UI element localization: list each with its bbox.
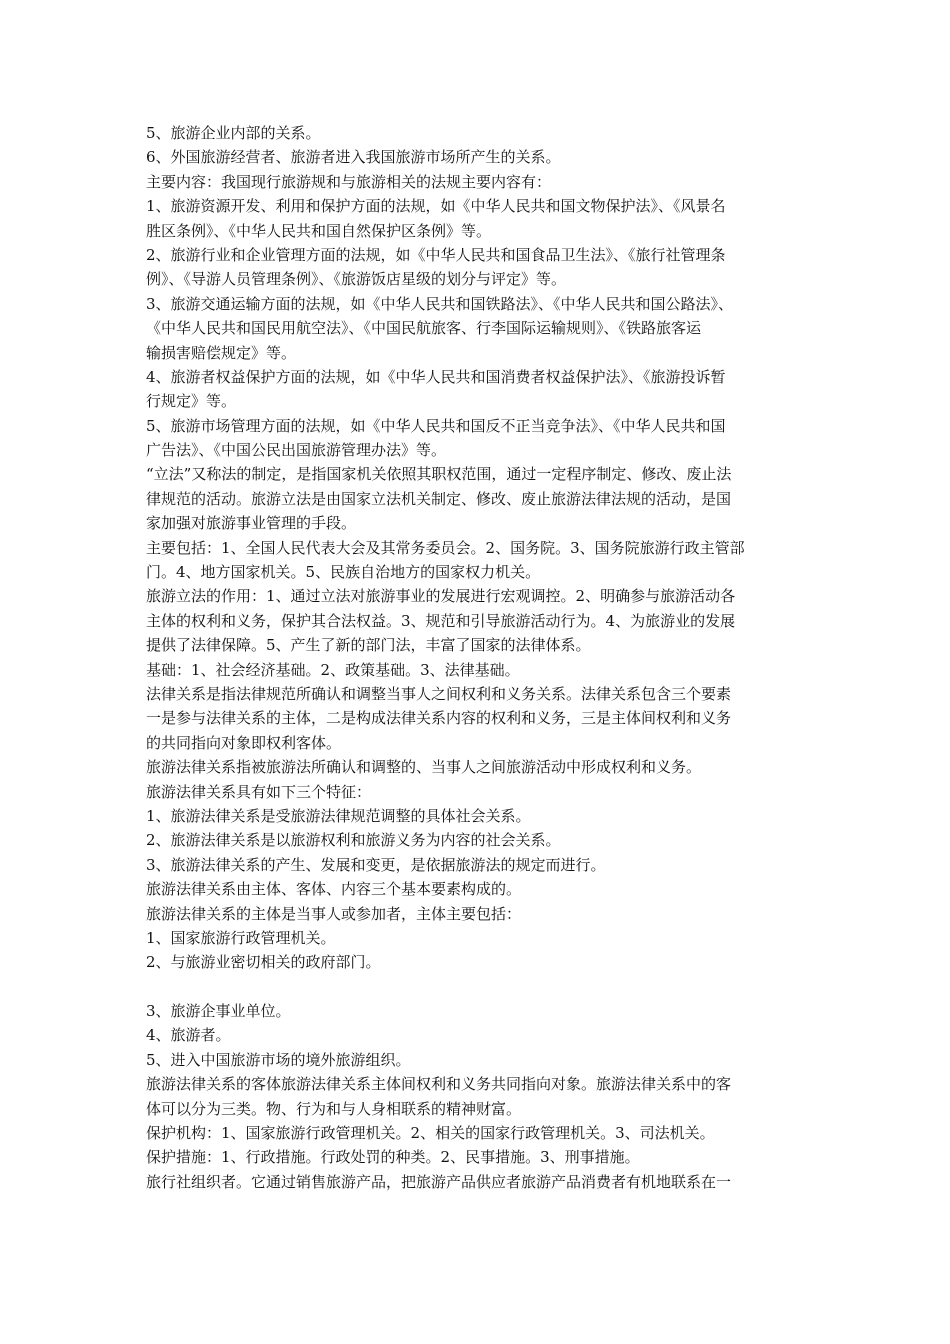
- text-line: 2、旅游行业和企业管理方面的法规，如《中华人民共和国食品卫生法》、《旅行社管理条: [146, 245, 726, 264]
- text-line: 主要包括：1、全国人民代表大会及其常务委员会。2、国务院。3、国务院旅游行政主管部: [146, 538, 745, 557]
- text-line: 家加强对旅游事业管理的手段。: [146, 514, 357, 533]
- text-line: 5、旅游市场管理方面的法规，如《中华人民共和国反不正当竞争法》、《中华人民共和国: [146, 416, 726, 435]
- blank-line: [146, 975, 814, 999]
- text-line: 行规定》等。: [146, 392, 237, 411]
- text-line: 1、国家旅游行政管理机关。: [146, 928, 336, 947]
- text-line: 旅游法律关系的主体是当事人或参加者，主体主要包括：: [146, 904, 522, 923]
- text-line: 旅游法律关系由主体、客体、内容三个基本要素构成的。: [146, 880, 522, 899]
- text-line: 旅游立法的作用：1、通过立法对旅游事业的发展进行宏观调控。2、明确参与旅游活动各: [146, 587, 736, 606]
- text-line: 6、外国旅游经营者、旅游者进入我国旅游市场所产生的关系。: [146, 148, 561, 167]
- text-line: 律规范的活动。旅游立法是由国家立法机关制定、修改、废止旅游法律法规的活动，是国: [146, 489, 732, 508]
- text-line: 提供了法律保障。5、产生了新的部门法，丰富了国家的法律体系。: [146, 636, 591, 655]
- text-line: 保护措施：1、行政措施。行政处罚的种类。2、民事措施。3、刑事措施。: [146, 1148, 640, 1167]
- text-line: 体可以分为三类。物、行为和与人身相联系的精神财富。: [146, 1099, 522, 1118]
- document-page: [146, 121, 814, 1194]
- text-line: 1、旅游资源开发、利用和保护方面的法规，如《中华人民共和国文物保护法》、《风景名: [146, 197, 726, 216]
- text-line: 输损害赔偿规定》等。: [146, 343, 297, 362]
- text-line: 主体的权利和义务，保护其合法权益。3、规范和引导旅游活动行为。4、为旅游业的发展: [146, 611, 736, 630]
- text-line: 2、与旅游业密切相关的政府部门。: [146, 953, 381, 972]
- text-line: 的共同指向对象即权利客体。: [146, 733, 342, 752]
- text-line: 《中华人民共和国民用航空法》、《中国民航旅客、行李国际运输规则》、《铁路旅客运: [146, 319, 702, 338]
- text-line: 基础：1、社会经济基础。2、政策基础。3、法律基础。: [146, 660, 520, 679]
- text-line: 旅游法律关系指被旅游法所确认和调整的、当事人之间旅游活动中形成权利和义务。: [146, 758, 702, 777]
- text-line: 旅行社组织者。它通过销售旅游产品，把旅游产品供应者旅游产品消费者有机地联系在一: [146, 1172, 732, 1191]
- text-line: 胜区条例》、《中华人民共和国自然保护区条例》等。: [146, 221, 492, 240]
- text-line: 3、旅游法律关系的产生、发展和变更，是依据旅游法的规定而进行。: [146, 855, 606, 874]
- text-line: 主要内容：我国现行旅游规和与旅游相关的法规主要内容有：: [146, 172, 552, 191]
- text-line: 5、进入中国旅游市场的境外旅游组织。: [146, 1050, 411, 1069]
- text-line: 广告法》、《中国公民出国旅游管理办法》等。: [146, 441, 447, 460]
- text-line: 4、旅游者。: [146, 1026, 231, 1045]
- text-line: 例》、《导游人员管理条例》、《旅游饭店星级的划分与评定》等。: [146, 270, 567, 289]
- text-line: 3、旅游企事业单位。: [146, 1002, 291, 1021]
- text-line: “立法”又称法的制定，是指国家机关依照其职权范围，通过一定程序制定、修改、废止法: [146, 465, 732, 484]
- text-line: 3、旅游交通运输方面的法规，如《中华人民共和国铁路法》、《中华人民共和国公路法》、: [146, 294, 734, 313]
- text-line: 保护机构：1、国家旅游行政管理机关。2、相关的国家行政管理机关。3、司法机关。: [146, 1124, 715, 1143]
- text-line: 旅游法律关系的客体旅游法律关系主体间权利和义务共同指向对象。旅游法律关系中的客: [146, 1075, 732, 1094]
- text-line: 2、旅游法律关系是以旅游权利和旅游义务为内容的社会关系。: [146, 831, 561, 850]
- text-line: 4、旅游者权益保护方面的法规，如《中华人民共和国消费者权益保护法》、《旅游投诉暂: [146, 367, 726, 386]
- text-line: 一是参与法律关系的主体，二是构成法律关系内容的权利和义务，三是主体间权利和义务: [146, 709, 732, 728]
- text-line: 5、旅游企业内部的关系。: [146, 124, 321, 142]
- text-line: 门。4、地方国家机关。5、民族自治地方的国家权力机关。: [146, 563, 541, 582]
- text-line: 1、旅游法律关系是受旅游法律规范调整的具体社会关系。: [146, 806, 531, 825]
- text-line: 法律关系是指法律规范所确认和调整当事人之间权利和义务关系。法律关系包含三个要素: [146, 684, 732, 703]
- text-line: 旅游法律关系具有如下三个特征：: [146, 782, 372, 801]
